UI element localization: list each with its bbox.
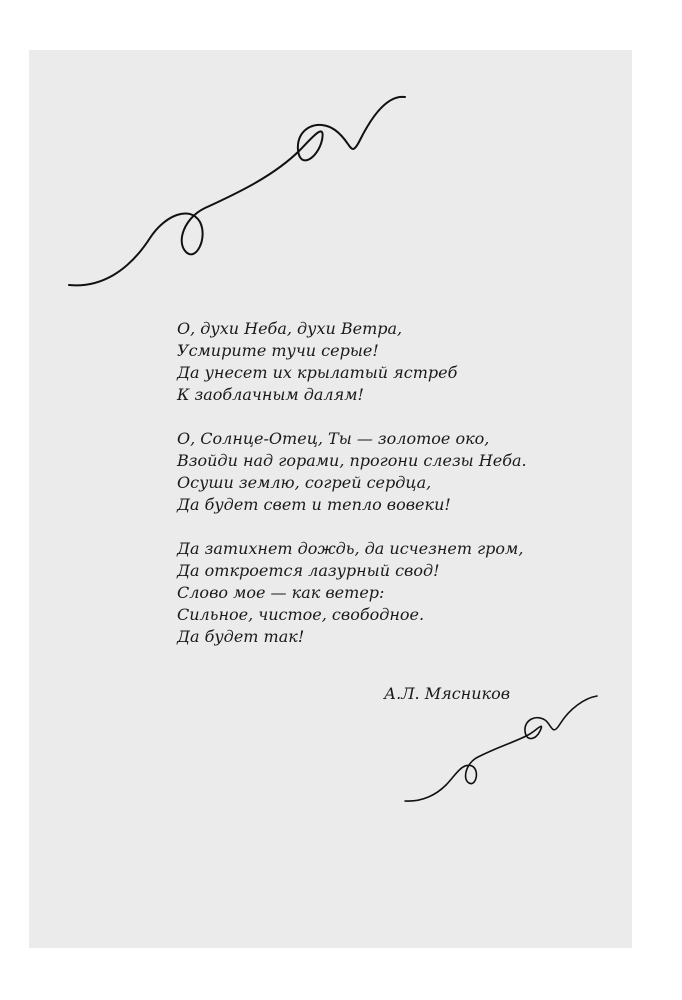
poem-line: К заоблачным далям! [177, 385, 364, 404]
poem-line: Усмирите тучи серые! [177, 341, 379, 360]
author-signature: А.Л. Мясников [384, 684, 511, 703]
poem-line: Да затихнет дождь, да исчезнет гром, [177, 539, 524, 558]
stanza-2 [177, 428, 557, 516]
stanza-1 [177, 318, 557, 406]
poem-line: О, Солнце-Отец, Ты — золотое око, [177, 429, 490, 448]
poem-line: Взойди над горами, прогони слезы Неба. [177, 451, 527, 470]
stanza-3 [177, 538, 557, 648]
poem-line: Слово мое — как ветер: [177, 583, 385, 602]
poem-line: О, духи Неба, духи Ветра, [177, 319, 403, 338]
poem-line: Да унесет их крылатый ястреб [177, 363, 458, 382]
poem-text [177, 318, 557, 670]
poem-line: Да будет так! [177, 627, 305, 646]
poem-line: Осуши землю, согрей сердца, [177, 473, 432, 492]
poem-line: Сильное, чистое, свободное. [177, 605, 425, 624]
poem-line: Да будет свет и тепло вовеки! [177, 495, 451, 514]
poem-line: Да откроется лазурный свод! [177, 561, 440, 580]
